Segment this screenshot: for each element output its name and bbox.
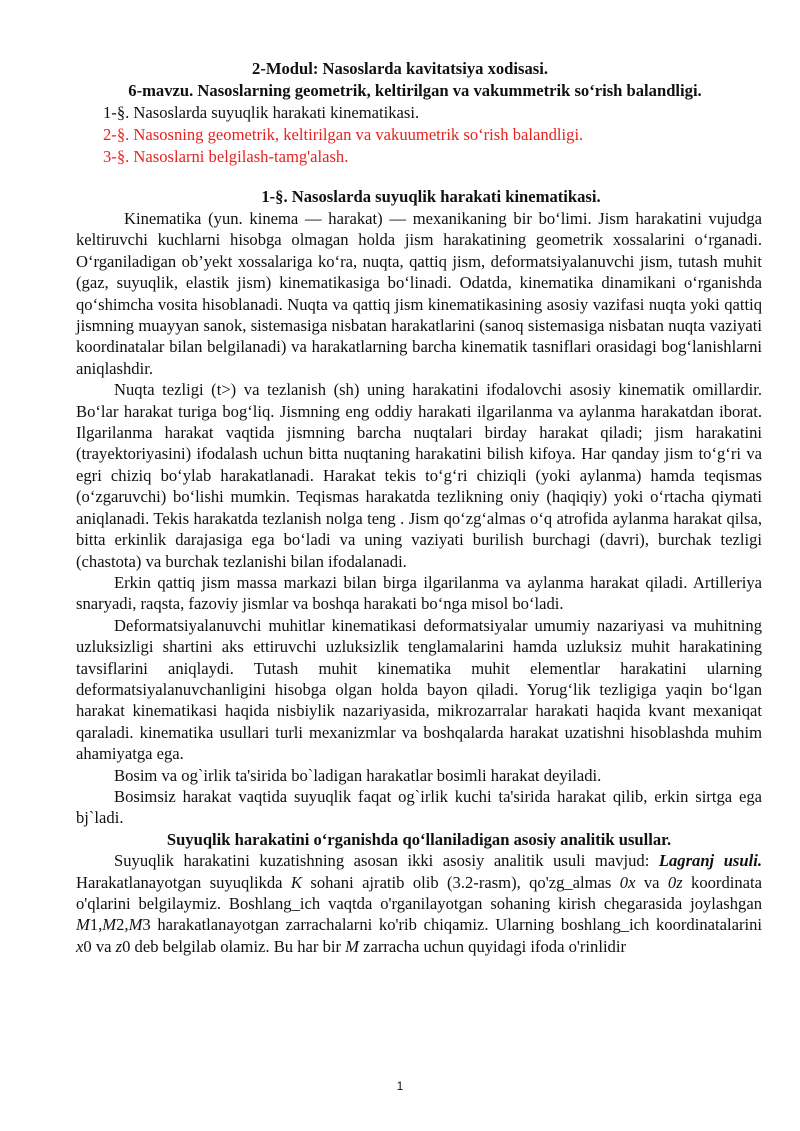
m1-index: 1, [89, 915, 103, 935]
p7-text-5: koordinata o'qlarini belgilaymiz. Boshlang_ich vaqtda o'rganilayotgan sohaning kirish chegarasida joylashgan [76, 872, 762, 913]
toc-item-1: 1-§. Nasoslarda suyuqlik harakati kinematikasi. [103, 103, 420, 122]
paragraph-nuqta-tezligi: Nuqta tezligi (t>) va tezlanish (sh) uning harakatini ifodalovchi asosiy kinematik omillardir. Bo‘lar harakat turiga bog‘liq. Jismning eng oddiy harakati ilgarilanma va aylanma harakatdan iborat. Ilgarilanma harakat vaqtida jismning barcha nuqtalari birday harakat qiladi; jism harakatini (trayektoriyasini) ifodalash uchun bitta nuqtaning harakatini bilish kifoya. Har qanday jism to‘g‘ri va egri chiziq bo‘ylab harakatlanadi. Harakat tekis to‘g‘ri chiziqli (yoki aylanma) hamda teqismas (o‘zgaruvchi) bo‘lishi mumkin. Teqismas harakatda tezlikning oniy (haqiqiy) yoki o‘rtacha qiymati aniqlanadi. Tekis harakatda tezlanish nolga teng . Jism qo‘zg‘almas o‘q atrofida aylanma harakat qilsa, bitta erkinlik darajasiga ega bo‘ladi va uning vaziyati burilish burchagi (davri), burchak tezligi (chastota) va burchak tezlanishi bilan ifodalanadi. [76, 380, 762, 571]
m3-symbol: M [128, 915, 143, 935]
toc-item-2: 2-§. Nasosning geometrik, keltirilgan va vakuumetrik so‘rish balandligi. [103, 125, 584, 144]
k-symbol: K [290, 872, 302, 892]
p7-text-7: 0 deb belgilab olamiz. Bu har bir [122, 936, 346, 956]
ox-symbol: 0x [619, 872, 636, 892]
module-title: 2-Modul: Nasoslarda kavitatsiya xodisasi. [252, 59, 548, 78]
p7-text-3: sohani ajratib olib (3.2-rasm), qo'zg_almas [301, 872, 620, 892]
page-number: 1 [396, 1079, 404, 1093]
paragraph-lagranj [76, 850, 762, 957]
oz-symbol: 0z [667, 872, 683, 892]
m3-index: 3 [142, 915, 151, 935]
p7-text-8: zarracha uchun quyidagi ifoda o'rinlidir [358, 936, 626, 956]
toc-item-3: 3-§. Nasoslarni belgilash-tamg'alash. [103, 147, 349, 166]
section-title: 1-§. Nasoslarda suyuqlik harakati kinematikasi. [261, 187, 601, 206]
lagranj-term: Lagranj usuli. [658, 851, 762, 871]
m-symbol: M [345, 936, 359, 956]
x0-index: 0 va [83, 936, 116, 956]
p7-text-6: harakatlanayotgan zarrachalarni ko'rib chiqamiz. Ularning boshlang_ich koordinatalarini [150, 915, 762, 935]
topic-title: 6-mavzu. Nasoslarning geometrik, keltirilgan va vakummetrik so‘rish balandligi. [128, 81, 702, 100]
paragraph-bosimli: Bosim va og`irlik ta'sirida bo`ladigan harakatlar bosimli harakat deyiladi. [114, 765, 602, 785]
p7-text-1: Suyuqlik harakatini kuzatishning asosan ikki asosiy analitik usuli mavjud: [114, 851, 659, 871]
p7-text-4: va [635, 872, 668, 892]
paragraph-kinematika: Kinematika (yun. kinema — harakat) — mexanikaning bir bo‘limi. Jism harakatini vujudga keltiruvchi kuchlarni hisobga olmagan holda jism harakatining geometrik xossalarini o‘rganadi. O‘rganiladigan ob’yekt xossalariga ko‘ra, nuqta, qattiq jism, deformatsiyalanuvchi jism, tutash muhit (gaz, suyuqlik, elastik jism) kinematikasiga bo‘linadi. Odatda, kinematika dinamikani o‘rganishda qo‘shimcha vosita hisoblanadi. Nuqta va qattiq jism kinematikasining asosiy vazifasi nuqta yoki qattiq jismning muayyan sanok, sistemasiga nisbatan harakatlarini (sanoq sistemasiga nisbatan nuqta vaziyati koordinatalar bilan belgilanadi) va harakatlarning barcha kinematik tasniflari orasidagi bog‘lanishlarni aniqlashdir. [76, 209, 762, 378]
x0-symbol: x [76, 936, 84, 956]
paragraph-deformatsiya: Deformatsiyalanuvchi muhitlar kinematikasi deformatsiyalar umumiy nazariyasi va muhitning uzluksizligi shartini aks ettiruvchi uzluksizlik tenglamalarini hamda uzluksiz muhit harakatining tavsiflarini aniqlaydi. Tutash muhit kinematika muhit elementlar harakatini ularning deformatsiyalanuvchanligini hisobga olgan holda bayon qiladi. Yorug‘lik tezligiga yaqin bo‘lgan harakat kinematikasi haqida nisbiylik nazariyasida, mikrozarralar harakati haqida kvant mexaniqat qaraladi. kinematika usullari turli mexanizmlar va boshqalarda harakat uzatishni hisoblashda muhim ahamiyatga ega. [76, 615, 762, 764]
p7-text-2: Harakatlanayotgan suyuqlikda [76, 872, 291, 892]
m2-index: 2, [116, 915, 129, 935]
paragraph-bosimsiz: Bosimsiz harakat vaqtida suyuqlik faqat og`irlik kuchi ta'sirida harakat qilib, erkin sirtga ega bj`ladi. [76, 786, 762, 828]
section-body [76, 208, 762, 957]
m1-symbol: M [76, 915, 90, 935]
analytic-methods-subtitle: Suyuqlik harakatini o‘rganishda qo‘llaniladigan asosiy analitik usullar. [166, 829, 672, 849]
paragraph-erkin-jism: Erkin qattiq jism massa markazi bilan birga ilgarilanma va aylanma harakat qiladi. Artilleriya snaryadi, raqsta, fazoviy jismlar va boshqa harakati bo‘nga misol bo‘ladi. [76, 572, 762, 614]
z0-symbol: z [115, 936, 123, 956]
m2-symbol: M [102, 915, 117, 935]
